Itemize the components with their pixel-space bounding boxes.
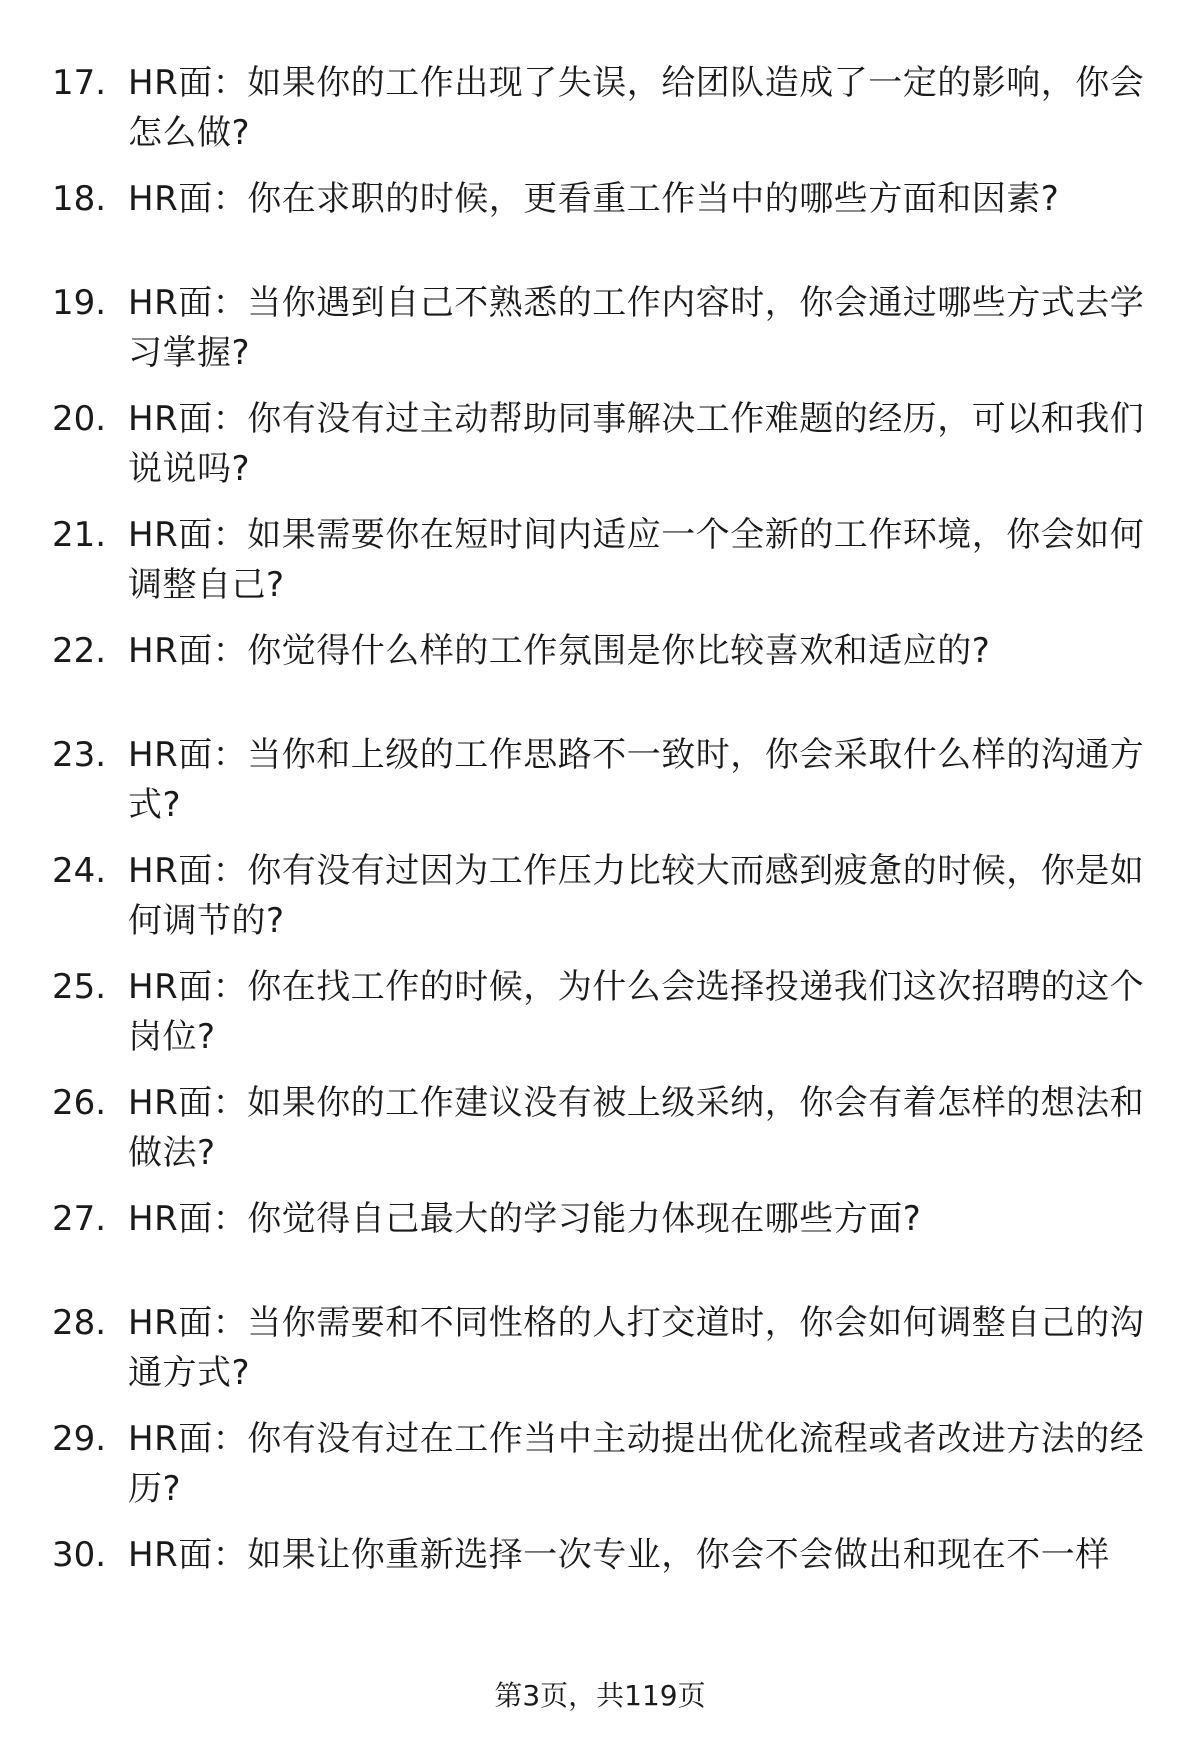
- question-number: 30.: [52, 1535, 107, 1575]
- question-number: 17.: [52, 63, 107, 103]
- question-number: 21.: [52, 515, 107, 555]
- question-list: [0, 58, 1200, 1634]
- question-item: [0, 626, 1200, 730]
- question-text: HR面：你有没有过主动帮助同事解决工作难题的经历，可以和我们说说吗?: [128, 399, 1145, 489]
- question-item: [0, 58, 1200, 174]
- question-item: [0, 278, 1200, 394]
- question-number: 27.: [52, 1199, 107, 1239]
- question-item: [0, 846, 1200, 962]
- question-item: [0, 730, 1200, 846]
- question-number: 22.: [52, 631, 107, 671]
- question-text: HR面：当你遇到自己不熟悉的工作内容时，你会通过哪些方式去学习掌握?: [128, 283, 1145, 373]
- question-item: [0, 1194, 1200, 1298]
- question-item: [0, 962, 1200, 1078]
- question-number: 26.: [52, 1083, 107, 1123]
- question-text: HR面：你有没有过在工作当中主动提出优化流程或者改进方法的经历?: [128, 1419, 1145, 1509]
- question-text: HR面：你在求职的时候，更看重工作当中的哪些方面和因素?: [128, 179, 1060, 219]
- question-text: HR面：你有没有过因为工作压力比较大而感到疲惫的时候，你是如何调节的?: [128, 851, 1145, 941]
- question-text: HR面：当你需要和不同性格的人打交道时，你会如何调整自己的沟通方式?: [128, 1303, 1145, 1393]
- question-item: [0, 1078, 1200, 1194]
- question-number: 25.: [52, 967, 107, 1007]
- question-text: HR面：如果你的工作建议没有被上级采纳，你会有着怎样的想法和做法?: [128, 1083, 1145, 1173]
- question-number: 24.: [52, 851, 107, 891]
- question-number: 20.: [52, 399, 107, 439]
- question-text: HR面：如果需要你在短时间内适应一个全新的工作环境，你会如何调整自己?: [128, 515, 1145, 605]
- question-number: 23.: [52, 735, 107, 775]
- question-item: [0, 394, 1200, 510]
- question-number: 29.: [52, 1419, 107, 1459]
- question-text: HR面：你觉得什么样的工作氛围是你比较喜欢和适应的?: [128, 631, 991, 671]
- question-text: HR面：如果让你重新选择一次专业，你会不会做出和现在不一样: [128, 1535, 1110, 1575]
- question-text: HR面：如果你的工作出现了失误，给团队造成了一定的影响，你会怎么做?: [128, 63, 1145, 153]
- question-text: HR面：你觉得自己最大的学习能力体现在哪些方面?: [128, 1199, 922, 1239]
- question-item: [0, 1298, 1200, 1414]
- question-item: [0, 174, 1200, 278]
- question-number: 19.: [52, 283, 107, 323]
- question-number: 18.: [52, 179, 107, 219]
- question-text: HR面：你在找工作的时候，为什么会选择投递我们这次招聘的这个岗位?: [128, 967, 1145, 1057]
- question-number: 28.: [52, 1303, 107, 1343]
- question-item: [0, 510, 1200, 626]
- question-item: [0, 1414, 1200, 1530]
- question-text: HR面：当你和上级的工作思路不一致时，你会采取什么样的沟通方式?: [128, 735, 1145, 825]
- question-item: [0, 1530, 1200, 1634]
- page-footer: 第3页，共119页: [494, 1679, 706, 1712]
